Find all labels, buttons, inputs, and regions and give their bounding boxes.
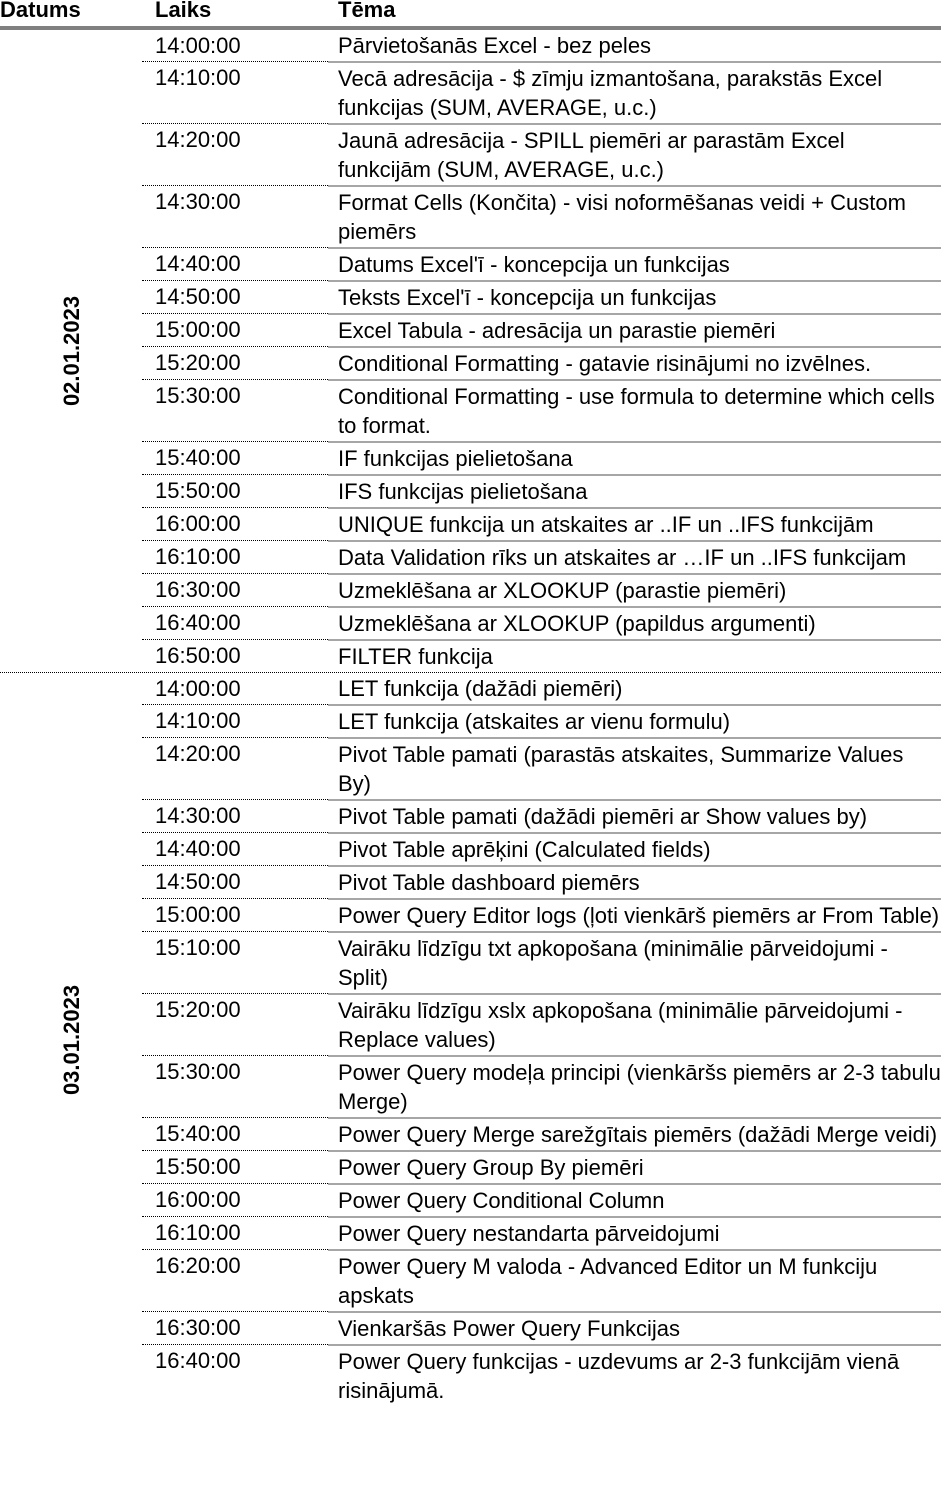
table-row	[142, 1150, 941, 1183]
session-list	[142, 673, 941, 1406]
time-cell: 14:50:00	[142, 280, 328, 313]
session-list	[142, 30, 941, 672]
table-row	[142, 737, 941, 799]
table-row	[142, 280, 941, 313]
time-cell: 16:30:00	[142, 1311, 328, 1344]
time-cell: 16:40:00	[142, 1344, 328, 1406]
table-row	[142, 247, 941, 280]
topic-cell: Datums Excel'ī - koncepcija un funkcijas	[328, 247, 941, 280]
time-cell: 15:10:00	[142, 931, 328, 993]
topic-cell: IFS funkcijas pielietošana	[328, 474, 941, 507]
time-cell: 15:40:00	[142, 441, 328, 474]
time-cell: 15:20:00	[142, 346, 328, 379]
table-row	[142, 540, 941, 573]
time-cell: 14:30:00	[142, 799, 328, 832]
time-cell: 14:10:00	[142, 704, 328, 737]
schedule-table	[0, 30, 941, 1406]
time-cell: 14:00:00	[155, 676, 241, 701]
table-row	[142, 441, 941, 474]
time-cell: 14:40:00	[142, 247, 328, 280]
table-row	[142, 639, 941, 672]
table-header	[0, 0, 941, 26]
table-row	[142, 865, 941, 898]
date-cell	[0, 673, 142, 1406]
table-row	[142, 30, 941, 61]
table-row	[142, 1216, 941, 1249]
topic-cell: Uzmeklēšana ar XLOOKUP (parastie piemēri)	[328, 573, 941, 606]
topic-cell: Power Query Conditional Column	[328, 1183, 941, 1216]
table-row	[142, 123, 941, 185]
date-group	[0, 30, 941, 672]
time-cell: 16:30:00	[142, 573, 328, 606]
topic-cell: Vairāku līdzīgu txt apkopošana (minimālie pārveidojumi - Split)	[328, 931, 941, 993]
topic-cell: Data Validation rīks un atskaites ar …IF un ..IFS funkcijam	[328, 540, 941, 573]
topic-cell: Jaunā adresācija - SPILL piemēri ar parastām Excel funkcijām (SUM, AVERAGE, u.c.)	[328, 123, 941, 185]
time-cell: 15:30:00	[142, 1055, 328, 1117]
time-cell: 15:00:00	[142, 313, 328, 346]
topic-cell: Power Query Merge sarežgītais piemērs (dažādi Merge veidi)	[328, 1117, 941, 1150]
table-row	[142, 898, 941, 931]
topic-cell: LET funkcija (atskaites ar vienu formulu)	[328, 704, 941, 737]
time-cell: 16:00:00	[142, 507, 328, 540]
topic-cell: Power Query funkcijas - uzdevums ar 2-3 funkcijām vienā risinājumā.	[328, 1344, 941, 1406]
column-header-date: Datums	[0, 0, 81, 22]
topic-cell: Power Query nestandarta pārveidojumi	[328, 1216, 941, 1249]
topic-cell: Format Cells (Končita) - visi noformēšanas veidi + Custom piemērs	[328, 185, 941, 247]
table-row	[142, 1344, 941, 1406]
time-cell: 14:20:00	[142, 737, 328, 799]
topic-cell: Excel Tabula - adresācija un parastie piemēri	[328, 313, 941, 346]
table-row	[142, 379, 941, 441]
topic-cell: Vienkaršās Power Query Funkcijas	[328, 1311, 941, 1344]
topic-cell: Pivot Table aprēķini (Calculated fields)	[328, 832, 941, 865]
table-row	[142, 1249, 941, 1311]
column-header-topic: Tēma	[338, 0, 396, 22]
time-cell: 16:10:00	[142, 1216, 328, 1249]
time-cell: 15:50:00	[142, 1150, 328, 1183]
table-row	[142, 799, 941, 832]
topic-cell: Uzmeklēšana ar XLOOKUP (papildus argumenti)	[328, 606, 941, 639]
topic-cell: Power Query modeļa principi (vienkāršs piemērs ar 2-3 tabulu Merge)	[328, 1055, 941, 1117]
table-row	[142, 673, 941, 704]
time-cell: 16:40:00	[142, 606, 328, 639]
date-label: 03.01.2023	[59, 984, 84, 1095]
time-cell: 14:30:00	[142, 185, 328, 247]
time-cell: 15:50:00	[142, 474, 328, 507]
topic-cell: UNIQUE funkcija un atskaites ar ..IF un ..IFS funkcijām	[328, 507, 941, 540]
topic-cell: Power Query Group By piemēri	[328, 1150, 941, 1183]
topic-cell: Pivot Table dashboard piemērs	[328, 865, 941, 898]
time-cell: 14:50:00	[142, 865, 328, 898]
table-row	[142, 185, 941, 247]
column-header-time: Laiks	[155, 0, 212, 22]
time-cell: 16:10:00	[142, 540, 328, 573]
table-row	[142, 573, 941, 606]
topic-cell: IF funkcijas pielietošana	[328, 441, 941, 474]
topic-cell: Pivot Table pamati (parastās atskaites, Summarize Values By)	[328, 737, 941, 799]
table-row	[142, 1311, 941, 1344]
table-row	[142, 61, 941, 123]
time-cell: 15:00:00	[142, 898, 328, 931]
time-cell: 16:20:00	[142, 1249, 328, 1311]
topic-cell: Conditional Formatting - gatavie risinājumi no izvēlnes.	[328, 346, 941, 379]
date-label: 02.01.2023	[59, 295, 84, 407]
table-row	[142, 993, 941, 1055]
table-row	[142, 606, 941, 639]
time-cell: 15:30:00	[142, 379, 328, 441]
time-cell: 14:20:00	[142, 123, 328, 185]
topic-cell: FILTER funkcija	[328, 639, 941, 672]
table-row	[142, 832, 941, 865]
topic-cell: Pivot Table pamati (dažādi piemēri ar Show values by)	[328, 799, 941, 832]
table-row	[142, 1055, 941, 1117]
time-cell: 15:20:00	[142, 993, 328, 1055]
time-cell: 14:00:00	[155, 33, 241, 58]
time-cell: 16:00:00	[142, 1183, 328, 1216]
date-cell	[0, 30, 142, 672]
topic-cell: LET funkcija (dažādi piemēri)	[338, 676, 623, 701]
topic-cell: Pārvietošanās Excel - bez peles	[338, 33, 652, 58]
time-cell: 15:40:00	[142, 1117, 328, 1150]
time-cell: 14:40:00	[142, 832, 328, 865]
table-row	[142, 1117, 941, 1150]
date-group	[0, 672, 941, 1406]
table-row	[142, 704, 941, 737]
table-row	[142, 1183, 941, 1216]
time-cell: 14:10:00	[142, 61, 328, 123]
time-cell: 16:50:00	[142, 639, 328, 672]
topic-cell: Vecā adresācija - $ zīmju izmantošana, parakstās Excel funkcijas (SUM, AVERAGE, u.c.)	[328, 61, 941, 123]
topic-cell: Power Query M valoda - Advanced Editor un M funkciju apskats	[328, 1249, 941, 1311]
table-row	[142, 346, 941, 379]
table-row	[142, 313, 941, 346]
table-row	[142, 474, 941, 507]
topic-cell: Vairāku līdzīgu xslx apkopošana (minimālie pārveidojumi - Replace values)	[328, 993, 941, 1055]
table-row	[142, 931, 941, 993]
topic-cell: Power Query Editor logs (ļoti vienkārš piemērs ar From Table)	[328, 898, 941, 931]
table-row	[142, 507, 941, 540]
topic-cell: Teksts Excel'ī - koncepcija un funkcijas	[328, 280, 941, 313]
topic-cell: Conditional Formatting - use formula to determine which cells to format.	[328, 379, 941, 441]
